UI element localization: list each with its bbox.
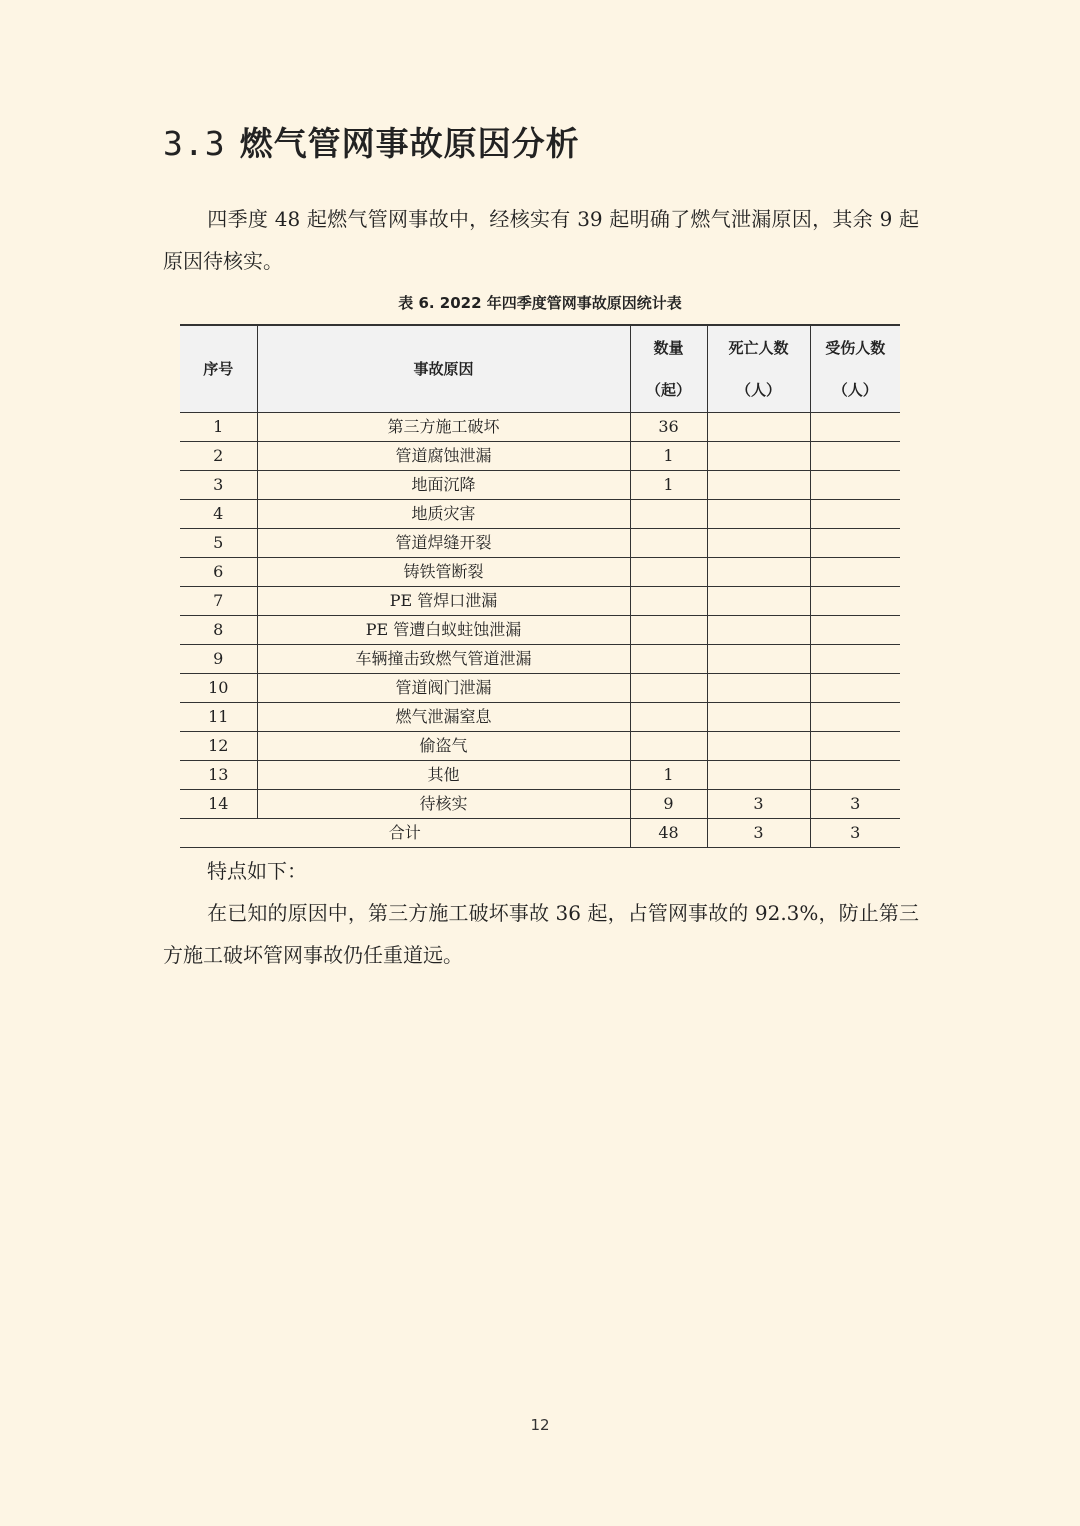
cell-deaths [707,471,810,500]
cell-deaths [707,645,810,674]
table-row [180,761,900,790]
cell-seq: 4 [180,500,257,529]
table-row [180,471,900,500]
cell-injuries [810,529,900,558]
cell-count: 1 [630,471,707,500]
cell-cause: 管道腐蚀泄漏 [257,442,630,471]
cell-count: 1 [630,761,707,790]
cell-injuries [810,674,900,703]
cell-cause: 地质灾害 [257,500,630,529]
table-row [180,587,900,616]
cell-deaths [707,761,810,790]
cell-injuries [810,558,900,587]
cell-seq: 14 [180,790,257,819]
cell-deaths [707,732,810,761]
cell-seq: 9 [180,645,257,674]
header-count: 数量 （起） [630,325,707,413]
table-header-row [180,325,900,413]
cell-seq: 6 [180,558,257,587]
header-seq: 序号 [180,325,257,413]
cell-seq: 12 [180,732,257,761]
header-injuries: 受伤人数 （人） [810,325,900,413]
cell-cause: 第三方施工破坏 [257,413,630,442]
cell-count [630,732,707,761]
header-deaths: 死亡人数 （人） [707,325,810,413]
cell-deaths [707,442,810,471]
cell-deaths [707,558,810,587]
cell-seq: 3 [180,471,257,500]
cell-seq: 5 [180,529,257,558]
cell-seq: 10 [180,674,257,703]
cell-cause: 管道焊缝开裂 [257,529,630,558]
cell-injuries [810,500,900,529]
cell-cause: 地面沉降 [257,471,630,500]
section-title: 燃气管网事故原因分析 [239,124,580,163]
cell-count: 9 [630,790,707,819]
table-row [180,674,900,703]
cell-count [630,587,707,616]
intro-text: 四季度 48 起燃气管网事故中，经核实有 39 起明确了燃气泄漏原因，其余 9 起原因待核实。 [163,207,919,273]
cell-injuries [810,471,900,500]
cell-seq: 8 [180,616,257,645]
cell-total-injuries: 3 [810,819,900,848]
header-cause: 事故原因 [257,325,630,413]
cell-injuries [810,442,900,471]
table-row [180,703,900,732]
table-caption: 表 6. 2022 年四季度管网事故原因统计表 [398,294,682,312]
cell-deaths [707,616,810,645]
cell-count [630,674,707,703]
cell-deaths [707,587,810,616]
cell-seq: 7 [180,587,257,616]
cell-cause: 偷盗气 [257,732,630,761]
section-number: 3.3 [163,124,226,163]
table-row [180,558,900,587]
cell-total-label: 合计 [180,819,630,848]
cell-cause: 待核实 [257,790,630,819]
cell-deaths [707,529,810,558]
table-row [180,442,900,471]
cell-injuries [810,616,900,645]
cell-seq: 13 [180,761,257,790]
cell-injuries [810,761,900,790]
cell-injuries [810,413,900,442]
table-row [180,500,900,529]
cell-deaths [707,703,810,732]
section-heading [163,118,580,165]
cell-count [630,703,707,732]
intro-paragraph [163,198,919,282]
table-row [180,790,900,819]
table-row [180,616,900,645]
features-text: 在已知的原因中，第三方施工破坏事故 36 起，占管网事故的 92.3%，防止第三方施工破坏管网事故仍任重道远。 [163,901,919,967]
cell-count [630,616,707,645]
table-row [180,413,900,442]
cell-cause: 铸铁管断裂 [257,558,630,587]
cell-deaths [707,413,810,442]
cell-injuries [810,645,900,674]
cell-count [630,529,707,558]
cell-deaths: 3 [707,790,810,819]
cell-cause: 管道阀门泄漏 [257,674,630,703]
cell-seq: 11 [180,703,257,732]
cell-count [630,645,707,674]
cell-count [630,500,707,529]
cell-count: 36 [630,413,707,442]
cell-count: 1 [630,442,707,471]
cell-total-count: 48 [630,819,707,848]
page-number: 12 [530,1416,550,1434]
cause-statistics-table [180,324,900,848]
table-total-row [180,819,900,848]
cell-cause: 其他 [257,761,630,790]
cell-count [630,558,707,587]
cell-injuries [810,732,900,761]
table-row [180,732,900,761]
cell-seq: 2 [180,442,257,471]
table-row [180,529,900,558]
cell-total-deaths: 3 [707,819,810,848]
features-heading: 特点如下： [207,859,307,883]
cell-injuries [810,703,900,732]
cell-deaths [707,500,810,529]
features-paragraph [163,892,919,976]
cell-cause: PE 管遭白蚁蛀蚀泄漏 [257,616,630,645]
cell-seq: 1 [180,413,257,442]
cell-cause: 车辆撞击致燃气管道泄漏 [257,645,630,674]
table-row [180,645,900,674]
cell-deaths [707,674,810,703]
cell-injuries [810,587,900,616]
cell-injuries: 3 [810,790,900,819]
cell-cause: 燃气泄漏窒息 [257,703,630,732]
cell-cause: PE 管焊口泄漏 [257,587,630,616]
